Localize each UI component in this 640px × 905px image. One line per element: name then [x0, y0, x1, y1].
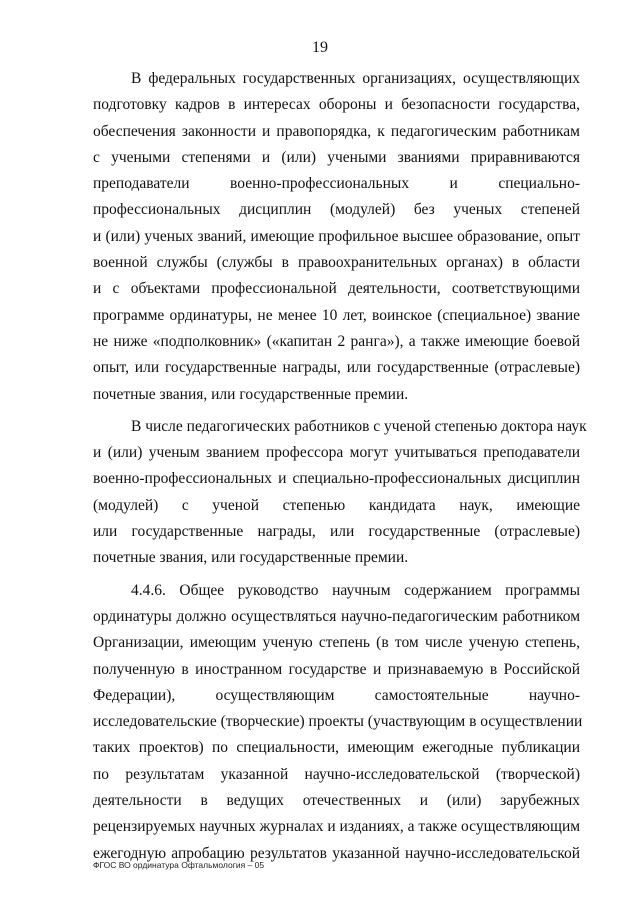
text-line: исследовательские (творческие) проекты (участвующим в осуществлении — [93, 713, 583, 731]
paragraph-4-4-6 — [93, 578, 583, 867]
text-line: или государственные награды, или государственные (отраслевые) — [93, 523, 580, 541]
text-line: почетные звания, или государственные премии. — [93, 549, 409, 567]
document-footer: ФГОС ВО ординатура Офтальмология – 05 — [93, 860, 265, 870]
page-number: 19 — [312, 39, 328, 56]
text-line: не ниже «подполковник» («капитан 2 ранга»), а также имеющие боевой — [93, 332, 580, 350]
text-line: почетные звания, или государственные премии. — [93, 385, 409, 403]
text-line: и (или) ученым званием профессора могут учитываться преподаватели — [93, 444, 580, 462]
text-line: В числе педагогических работников с ученой степенью доктора наук — [131, 417, 587, 435]
text-line: таких проектов) по специальности, имеющим ежегодные публикации — [93, 739, 580, 757]
text-line: обеспечения законности и правопорядка, к педагогическим работникам — [93, 122, 580, 140]
text-line: Федерации), осуществляющим самостоятельные научно- — [93, 686, 580, 704]
text-line: военно-профессиональных и специально-профессиональных дисциплин — [93, 470, 580, 488]
text-line: опыт, или государственные награды, или государственные (отраслевые) — [93, 359, 580, 377]
text-line: рецензируемых научных журналах и изданиях, а также осуществляющим — [93, 818, 581, 836]
text-line: по результатам указанной научно-исследовательской (творческой) — [93, 765, 580, 783]
paragraph-doctor-of-sciences — [93, 414, 587, 572]
text-line: В федеральных государственных организациях, осуществляющих — [131, 70, 580, 87]
text-line: ежегодную апробацию результатов указанной научно-исследовательской — [93, 844, 580, 862]
text-line: деятельности в ведущих отечественных и (или) зарубежных — [93, 792, 580, 810]
text-line: и (или) ученых званий, имеющие профильное высшее образование, опыт — [93, 227, 580, 245]
text-line: ординатуры должно осуществляться научно-педагогическим работником — [93, 607, 580, 625]
paragraph-federal-organizations — [93, 66, 580, 408]
text-line: военной службы (службы в правоохранительных органах) в области — [93, 254, 580, 272]
text-line: профессиональных дисциплин (модулей) без ученых степеней — [93, 201, 580, 219]
text-line: Организации, имеющим ученую степень (в том числе ученую степень, — [93, 634, 580, 652]
text-line: и с объектами профессиональной деятельности, соответствующими — [93, 280, 580, 298]
text-line: полученную в иностранном государстве и признаваемую в Российской — [93, 660, 580, 678]
text-line: подготовку кадров в интересах обороны и безопасности государства, — [93, 96, 580, 114]
text-line: 4.4.6. Общее руководство научным содержанием программы — [131, 581, 580, 599]
text-line: с учеными степенями и (или) учеными званиями приравниваются — [93, 148, 580, 166]
text-line: (модулей) с ученой степенью кандидата наук, имеющие — [93, 496, 580, 514]
text-line: преподаватели военно-профессиональных и специально- — [93, 175, 580, 193]
body-text — [93, 66, 587, 867]
text-line: программе ординатуры, не менее 10 лет, воинское (специальное) звание — [93, 306, 580, 324]
